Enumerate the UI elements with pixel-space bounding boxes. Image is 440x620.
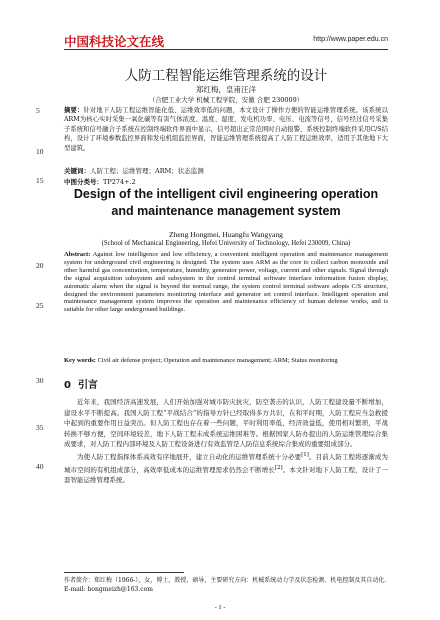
english-title: Design of the intelligent civil engineering operation and maintenance management system <box>73 187 379 218</box>
line-number: 40 <box>36 462 44 471</box>
abstract-label: 摘要： <box>64 107 84 114</box>
chinese-title: 人防工程智能运维管理系统的设计 <box>124 68 328 84</box>
citation[interactable]: [2] <box>274 464 283 471</box>
line-number: 25 <box>36 301 44 310</box>
english-keywords <box>64 357 388 365</box>
chinese-affiliation: （合肥工业大学 机械工程学院，安徽 合肥 230009） <box>148 96 304 104</box>
keywords-text: 人防工程；运维管理；ARM；状态监测 <box>90 167 204 175</box>
chinese-keywords <box>64 166 388 175</box>
author-footnote: 作者简介：郑红梅（1966-），女，博士，教授，硕导，主要研究方向：机械系统动力学及状态检测、机电控制及其自动化. E-mail: hongmeizh@163.com <box>64 577 387 593</box>
journal-logo: 中国科技论文在线 <box>64 34 165 49</box>
line-number: 20 <box>36 261 44 270</box>
footnote-rule <box>64 572 184 573</box>
keywords-label: 关键词： <box>64 167 90 175</box>
line-number: 10 <box>36 147 44 156</box>
page-number: - 1 - <box>214 604 226 611</box>
line-number: 5 <box>36 106 40 115</box>
chinese-abstract <box>64 106 388 153</box>
english-keywords-text: Civil air defense project; Operation and maintenance management; ARM; Status monitoring <box>97 357 338 364</box>
paragraph: 近年来，我国经济高速发展，人们开始加强对城市防灾抗灾、防空袭击的认识，人防工程建设量不断增加，建设水平不断提高。我国人防工程“平战结合”的指导方针已经取得多方共识，在和平时期，人防工程应当急救援中起到的重要作用日益突出。但人防工程也存在着一些问题，平时利用率低，经济效益低，使用相对繁琐，平战转换不够方便，空间环境较差，地下人防工程未成系统运维困难等。根据国家人防办提出的人防运维管理综合集成要求，对人防工程内部环境及人防工程设备进行有效监管是人防信息系统综合集成的重要组成部分。 <box>64 398 388 449</box>
citation[interactable]: [1] <box>301 451 309 458</box>
introduction-body <box>64 397 388 486</box>
class-label: 中图分类号： <box>64 178 103 186</box>
english-affiliation: (School of Mechanical Engineering, Hefei University of Technology, Hefei 230009, China) <box>101 240 351 247</box>
section-heading <box>64 376 98 391</box>
paragraph: 为使人防工程指挥体系高效有序地展开，建立自动化的运维管理系统十分必要[1]。目前人防工程将逐渐成为城市空间的有机组成部分，高效率低成本的运维管理需求仍然会不断增长[2]。本文针对地下人防工程，设计了一套智能运维管理系统。 <box>64 451 389 485</box>
english-keywords-label: Key words: <box>64 357 96 364</box>
english-abstract-text: Against low intelligence and low efficiency, a convenient intelligent operation and maintenance management system for underground civil engineering is designed. The system uses ARM as the core to collect carbon monoxide and other harmful gas concentration, temperature, humidity, generator power, voltage, current and other signals. Signal through the signal acquisition subsystem and subsystem in the control terminal software interface information fusion display, automatic alarm when the signal is beyond the normal range, the system control terminal software adopts C/S structure, designed the environment parameters monitoring interface and generator set control interface. Intelligent operation and maintenance management system improves the operation and maintenance efficiency of human defense works, and is suitable for other large underground buildings. <box>64 251 388 314</box>
abstract-text: 针对地下人防工程运维智能化低、运维效率低的问题，本文设计了操作方便的智能运维管理系统。该系统以ARM为核心实时采集一氧化碳等有害气体浓度、温度、湿度、发电机功率、电压、电流等信号，信号经过信号采集子系统和信号融合子系统在控制终端软件界面中显示，信号超出正常范围时自动报警，系统控制终端软件采用C/S结构，设计了环境参数监控界面和发电机组监控界面，智能运维管理系统提高了人防工程运维效率，适用于其他地下大型建筑。 <box>64 107 389 152</box>
header-url[interactable]: http://www.paper.edu.cn <box>313 36 388 43</box>
header-rule <box>64 49 388 50</box>
line-number: 35 <box>36 423 44 432</box>
section-number: 0 <box>64 380 71 391</box>
line-number: 15 <box>36 176 44 185</box>
chinese-authors: 郑红梅，皇甫汪洋 <box>196 85 256 94</box>
english-authors: Zheng Hongmei, Huangfu Wangyang <box>169 230 283 239</box>
english-abstract <box>64 251 388 314</box>
classification-number <box>64 177 388 186</box>
section-title: 引言 <box>77 380 98 391</box>
line-number: 30 <box>36 376 44 385</box>
english-abstract-label: Abstract: <box>64 251 91 258</box>
class-value: TP274+.2 <box>103 178 136 186</box>
